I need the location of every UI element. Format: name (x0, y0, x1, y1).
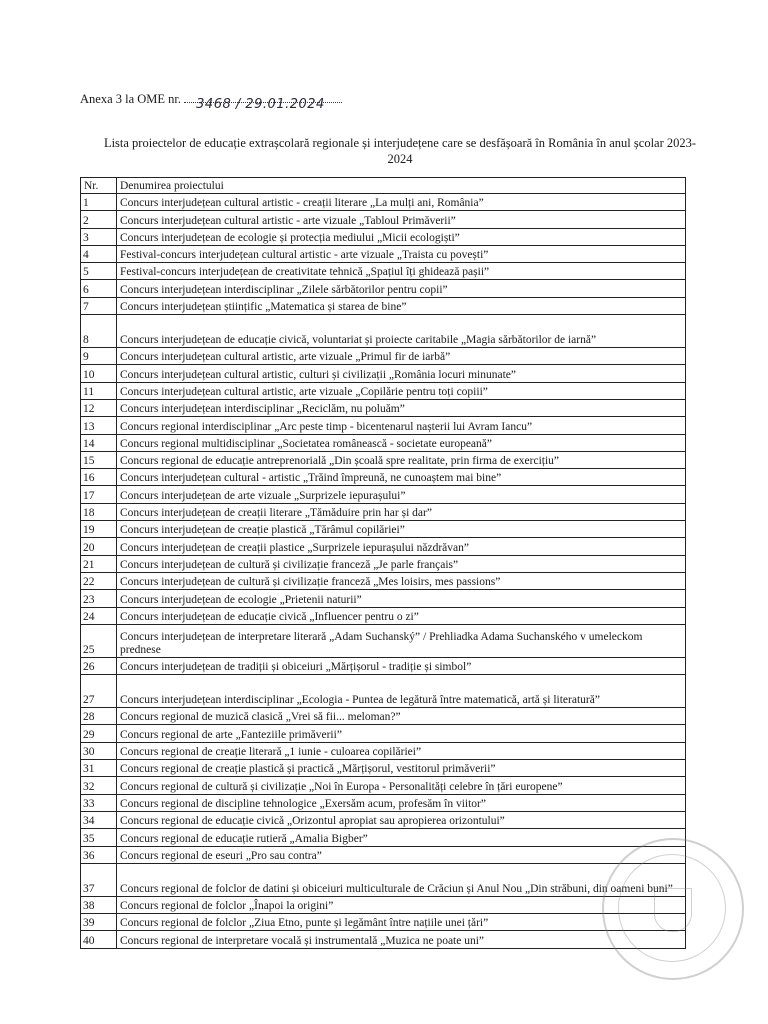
project-name: Concurs interjudețean cultural - artistic „Trăind împreună, ne cunoaștem mai bine” (117, 469, 686, 486)
project-name: Concurs interjudețean de creație plastică „Tărâmul copilăriei” (117, 521, 686, 538)
row-number: 6 (81, 280, 117, 297)
row-number: 5 (81, 263, 117, 280)
table-row (81, 657, 686, 674)
project-name: Concurs interjudețean interdisciplinar „Reciclăm, nu poluăm” (117, 399, 686, 416)
table-row (81, 469, 686, 486)
table-row (81, 194, 686, 211)
table-row (81, 777, 686, 794)
row-number: 16 (81, 469, 117, 486)
project-name: Concurs regional de educație rutieră „Amalia Bigber” (117, 829, 686, 846)
projects-table-body (81, 194, 686, 949)
table-row (81, 863, 686, 896)
table-row (81, 811, 686, 828)
project-name: Concurs interjudețean de ecologie și protecția mediului „Micii ecologiști” (117, 228, 686, 245)
row-number: 29 (81, 725, 117, 742)
table-row (81, 417, 686, 434)
project-name: Concurs regional de creație plastică și practică „Mărțișorul, vestitorul primăverii” (117, 760, 686, 777)
row-number: 27 (81, 675, 117, 708)
table-row (81, 297, 686, 314)
row-number: 24 (81, 607, 117, 624)
row-number: 11 (81, 382, 117, 399)
row-number: 40 (81, 931, 117, 948)
table-row (81, 315, 686, 348)
row-number: 19 (81, 521, 117, 538)
project-name: Festival-concurs interjudețean de creativitate tehnică „Spațiul îți ghidează pașii” (117, 263, 686, 280)
table-row (81, 829, 686, 846)
project-name: Concurs interjudețean cultural artistic, culturi și civilizații „România locuri minunate” (117, 365, 686, 382)
row-number: 7 (81, 297, 117, 314)
row-number: 38 (81, 896, 117, 913)
project-name: Concurs interjudețean de cultură și civilizație franceză „Mes loisirs, mes passions” (117, 572, 686, 589)
project-name: Concurs interjudețean științific „Matematica și starea de bine” (117, 297, 686, 314)
table-row (81, 486, 686, 503)
table-row (81, 503, 686, 520)
project-name: Concurs interjudețean cultural artistic - arte vizuale „Tabloul Primăverii” (117, 211, 686, 228)
table-row (81, 896, 686, 913)
row-number: 1 (81, 194, 117, 211)
table-row (81, 280, 686, 297)
project-name: Concurs interjudețean de cultură și civilizație franceză „Je parle français” (117, 555, 686, 572)
row-number: 10 (81, 365, 117, 382)
project-name: Concurs interjudețean de arte vizuale „Surprizele iepurașului” (117, 486, 686, 503)
table-row (81, 434, 686, 451)
project-name: Concurs regional de creație literară „1 iunie - culoarea copilăriei” (117, 742, 686, 759)
table-row (81, 365, 686, 382)
table-row (81, 742, 686, 759)
project-name: Concurs regional multidisciplinar „Societatea românească - societate europeană” (117, 434, 686, 451)
column-header-nr: Nr. (81, 178, 117, 194)
table-row (81, 708, 686, 725)
table-row (81, 538, 686, 555)
project-name: Concurs interjudețean cultural artistic, arte vizuale „Copilărie pentru toți copiii” (117, 382, 686, 399)
row-number: 4 (81, 245, 117, 262)
row-number: 9 (81, 348, 117, 365)
row-number: 23 (81, 590, 117, 607)
row-number: 39 (81, 914, 117, 931)
project-name: Concurs interjudețean de tradiții și obiceiuri „Mărțișorul - tradiție și simbol” (117, 657, 686, 674)
row-number: 30 (81, 742, 117, 759)
table-row (81, 382, 686, 399)
table-row (81, 211, 686, 228)
table-row (81, 348, 686, 365)
project-name: Concurs regional de muzică clasică „Vrei să fii... meloman?” (117, 708, 686, 725)
row-number: 17 (81, 486, 117, 503)
row-number: 20 (81, 538, 117, 555)
row-number: 35 (81, 829, 117, 846)
table-row (81, 521, 686, 538)
project-name: Concurs interjudețean de interpretare literară „Adam Suchanský” / Prehliadka Adama Suchanského v umeleckom prednese (117, 624, 686, 657)
project-name: Concurs regional de educație antreprenorială „Din școală spre realitate, prin firma de exercițiu” (117, 451, 686, 468)
table-row (81, 228, 686, 245)
row-number: 37 (81, 863, 117, 896)
table-row (81, 245, 686, 262)
project-name: Concurs regional de folclor de datini și obiceiuri multiculturale de Crăciun și Anul Nou „Din străbuni, din oameni buni” (117, 863, 686, 896)
project-name: Concurs interjudețean cultural artistic - creații literare „La mulți ani, România” (117, 194, 686, 211)
row-number: 14 (81, 434, 117, 451)
table-header-row (81, 178, 686, 194)
table-row (81, 624, 686, 657)
project-name: Concurs interjudețean de ecologie „Prietenii naturii” (117, 590, 686, 607)
row-number: 12 (81, 399, 117, 416)
project-name: Concurs interjudețean cultural artistic, arte vizuale „Primul fir de iarbă” (117, 348, 686, 365)
project-name: Concurs regional de interpretare vocală și instrumentală „Muzica ne poate uni” (117, 931, 686, 948)
table-row (81, 794, 686, 811)
row-number: 15 (81, 451, 117, 468)
project-name: Concurs interjudețean de educație civică, voluntariat și proiecte caritabile „Magia sărbătorilor de iarnă” (117, 315, 686, 348)
row-number: 13 (81, 417, 117, 434)
table-row (81, 451, 686, 468)
coat-of-arms-icon (654, 888, 692, 932)
row-number: 36 (81, 846, 117, 863)
row-number: 22 (81, 572, 117, 589)
projects-table (80, 177, 686, 949)
project-name: Concurs regional de eseuri „Pro sau contra” (117, 846, 686, 863)
official-seal-stamp (602, 838, 744, 980)
table-row (81, 931, 686, 948)
table-row (81, 555, 686, 572)
table-row (81, 399, 686, 416)
row-number: 32 (81, 777, 117, 794)
annex-prefix: Anexa 3 la OME nr. (80, 92, 182, 106)
table-row (81, 590, 686, 607)
table-row (81, 675, 686, 708)
row-number: 2 (81, 211, 117, 228)
row-number: 31 (81, 760, 117, 777)
document-title: Lista proiectelor de educație extrașcolară regionale și interjudețene care se desfășoară în România în anul școlar 2023-2024 (103, 136, 697, 166)
row-number: 3 (81, 228, 117, 245)
row-number: 34 (81, 811, 117, 828)
project-name: Concurs interjudețean de creații plastice „Surprizele iepurașului năzdrăvan” (117, 538, 686, 555)
annex-reference (80, 92, 342, 112)
project-name: Festival-concurs interjudețean cultural artistic - arte vizuale „Traista cu povești” (117, 245, 686, 262)
table-row (81, 914, 686, 931)
project-name: Concurs regional de cultură și civilizație „Noi în Europa - Personalități celebre în țări europene” (117, 777, 686, 794)
row-number: 33 (81, 794, 117, 811)
row-number: 26 (81, 657, 117, 674)
project-name: Concurs regional interdisciplinar „Arc peste timp - bicentenarul nașterii lui Avram Iancu” (117, 417, 686, 434)
project-name: Concurs interjudețean interdisciplinar „Ecologia - Puntea de legătură între matematică, artă și literatură” (117, 675, 686, 708)
table-row (81, 607, 686, 624)
row-number: 8 (81, 315, 117, 348)
project-name: Concurs regional de discipline tehnologice „Exersăm acum, profesăm în viitor” (117, 794, 686, 811)
table-row (81, 760, 686, 777)
project-name: Concurs regional de folclor „Ziua Etno, punte și legământ între națiile unei țări” (117, 914, 686, 931)
row-number: 25 (81, 624, 117, 657)
project-name: Concurs regional de educație civică „Orizontul apropiat sau apropierea orizontului” (117, 811, 686, 828)
table-row (81, 263, 686, 280)
order-number-handwritten: 3468 / 29.01.2024 (196, 97, 325, 112)
row-number: 21 (81, 555, 117, 572)
row-number: 18 (81, 503, 117, 520)
project-name: Concurs interjudețean de educație civică „Influencer pentru o zi” (117, 607, 686, 624)
project-name: Concurs interjudețean de creații literare „Tămăduire prin har și dar” (117, 503, 686, 520)
row-number: 28 (81, 708, 117, 725)
project-name: Concurs interjudețean interdisciplinar „Zilele sărbătorilor pentru copii” (117, 280, 686, 297)
table-row (81, 572, 686, 589)
column-header-name: Denumirea proiectului (117, 178, 686, 194)
table-row (81, 846, 686, 863)
table-row (81, 725, 686, 742)
project-name: Concurs regional de arte „Fanteziile primăverii” (117, 725, 686, 742)
project-name: Concurs regional de folclor „Înapoi la origini” (117, 896, 686, 913)
